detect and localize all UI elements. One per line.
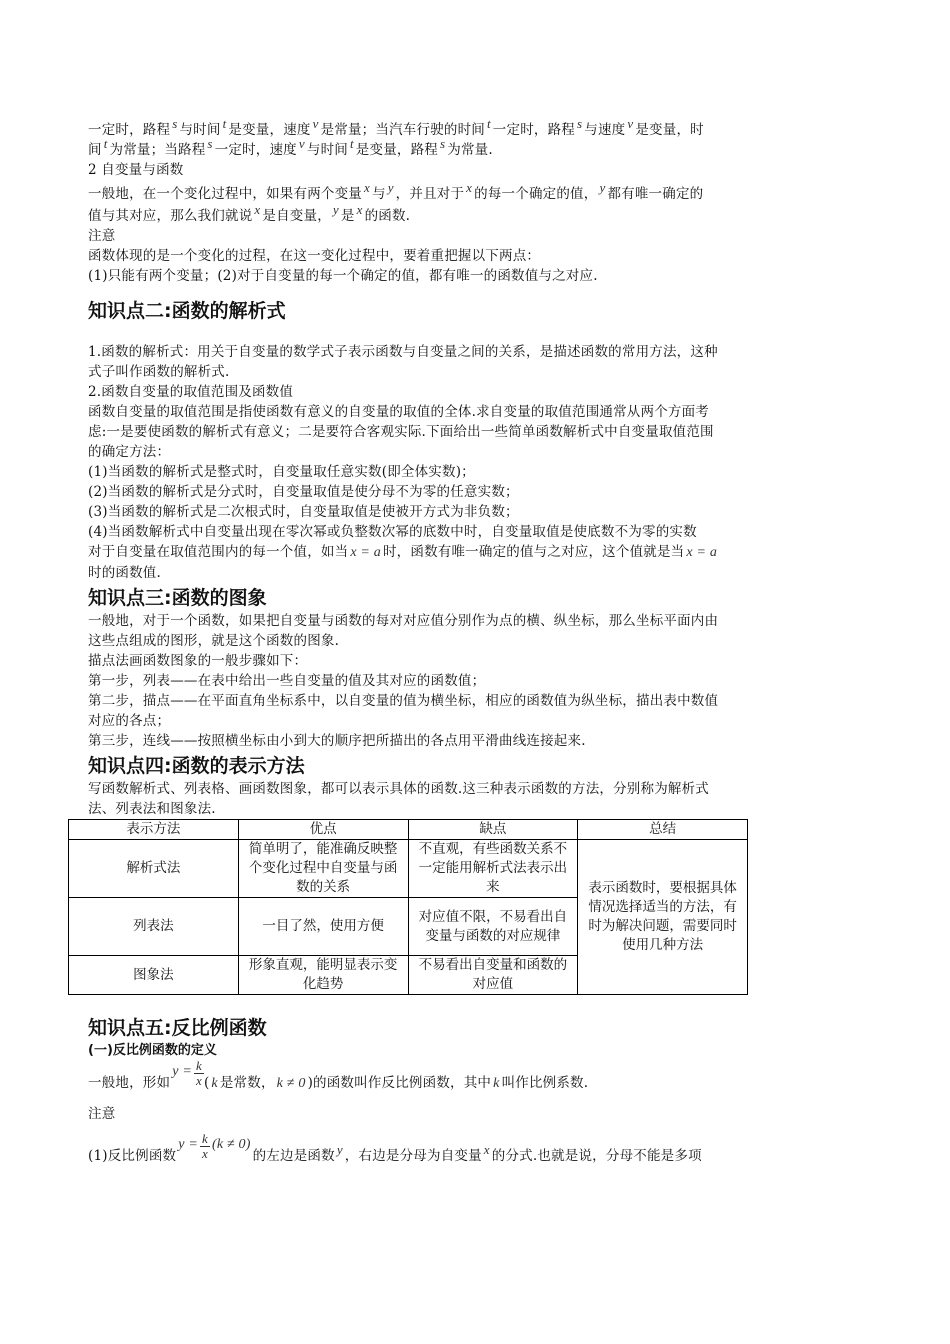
table-header: 缺点 — [408, 820, 578, 840]
text: 的分式.也就是说，分母不能是多项 — [491, 1148, 702, 1164]
table-cell: 形象直观，能明显表示变化趋势 — [238, 956, 408, 995]
paragraph — [88, 136, 864, 160]
text: 一定时，速度 — [214, 142, 297, 158]
text: 一定时，路程 — [492, 122, 575, 138]
var-s: s — [172, 116, 178, 131]
var-k: k — [493, 1076, 500, 1091]
var-x: x — [254, 202, 261, 217]
var-x: x — [356, 202, 363, 217]
equation-x-eq-a: x = a — [686, 545, 718, 560]
fraction-k-over-x — [200, 1132, 210, 1161]
table-cell: 解析式法 — [69, 840, 239, 898]
paragraph: 描点法画函数图象的一般步骤如下： — [88, 653, 308, 669]
text: 是常量；当汽车行驶的时间 — [320, 122, 485, 138]
var-k: k — [211, 1076, 218, 1091]
fraction-k-over-x — [194, 1059, 204, 1088]
paragraph: 1.函数的解析式：用关于自变量的数学式子表示函数与自变量之间的关系，是描述函数的常用方法，这种 — [88, 344, 718, 360]
paragraph: 式子叫作函数的解析式. — [88, 364, 230, 380]
var-v: v — [312, 116, 319, 131]
denominator: x — [195, 1073, 202, 1088]
table-cell: 不直观，有些函数关系不一定能用解析式法表示出来 — [408, 840, 578, 898]
var-s: s — [577, 116, 583, 131]
representation-methods-table — [68, 819, 748, 995]
paragraph — [88, 180, 864, 204]
paragraph: 函数自变量的取值范围是指使函数有意义的自变量的取值的全体.求自变量的取值范围通常从两个方面考 — [88, 404, 709, 420]
var-x: x — [483, 1142, 490, 1157]
section-title: 知识点五:反比例函数 — [88, 1017, 267, 1039]
text: 一般地，形如 — [88, 1075, 171, 1091]
var-y: y — [332, 202, 339, 217]
text: 是变量，路程 — [355, 142, 438, 158]
paragraph: 2.函数自变量的取值范围及函数值 — [88, 384, 294, 400]
text: 与时间 — [306, 142, 348, 158]
text: ( — [203, 1075, 210, 1091]
text: (1)反比例函数 — [88, 1148, 177, 1164]
section-title: 知识点三:函数的图象 — [88, 587, 267, 609]
numerator: k — [202, 1131, 208, 1146]
text: 与时间 — [179, 122, 221, 138]
paragraph: 第三步，连线——按照横坐标由小到大的顺序把所描出的各点用平滑曲线连接起来. — [88, 733, 586, 749]
numerator: k — [195, 1058, 202, 1073]
var-y: y — [336, 1142, 343, 1157]
var-v: v — [627, 116, 634, 131]
equation-y-eq: y = — [178, 1137, 198, 1152]
var-x: x — [466, 180, 473, 195]
text: 间 — [88, 142, 102, 158]
paragraph: 第一步，列表——在表中给出一些自变量的值及其对应的函数值； — [88, 673, 486, 689]
list-item: (4)当函数解析式中自变量出现在零次幂或负整数次幂的底数中时，自变量取值是使底数不为零的实数 — [88, 524, 697, 540]
table-cell: 图象法 — [69, 956, 239, 995]
paragraph: 一般地，对于一个函数，如果把自变量与函数的每对对应值分别作为点的横、纵坐标，那么坐标平面内由 — [88, 613, 719, 629]
text: 是变量，速度 — [228, 122, 311, 138]
text: 为常量. — [447, 142, 493, 158]
paragraph — [88, 1058, 864, 1104]
paragraph: 函数体现的是一个变化的过程，在这一变化过程中，要着重把握以下两点： — [88, 248, 541, 264]
text: 值与其对应，那么我们就说 — [88, 208, 253, 224]
text: 是常数， — [219, 1075, 275, 1091]
table-header-row — [69, 820, 748, 840]
text: 的每一个确定的值， — [474, 186, 598, 202]
table-cell: 对应值不限，不易看出自变量与函数的对应规律 — [408, 898, 578, 956]
paragraph: 的确定方法： — [88, 444, 171, 460]
text: 是自变量， — [262, 208, 331, 224]
var-t: t — [486, 116, 491, 131]
text: 时，函数有唯一确定的值与之对应，这个值就是当 — [382, 544, 685, 560]
paragraph: 第二步，描点——在平面直角坐标系中，以自变量的值为横坐标，相应的函数值为纵坐标，描出表中数值 — [88, 693, 719, 709]
subheading: 2 自变量与函数 — [88, 162, 184, 178]
paragraph: 对应的各点； — [88, 713, 171, 729]
text: ，并且对于 — [395, 186, 465, 202]
paragraph: 法、列表法和图象法. — [88, 801, 216, 817]
paragraph — [88, 202, 864, 226]
var-x: x — [364, 180, 370, 195]
equation-x-eq-a: x = a — [350, 545, 381, 560]
equation-y-eq: y = — [172, 1064, 192, 1079]
table-header: 优点 — [238, 820, 408, 840]
table-summary-cell: 表示函数时，要根据具体情况选择适当的方法，有时为解决问题，需要同时使用几种方法 — [578, 840, 748, 995]
paragraph — [88, 542, 864, 563]
text: 一般地，在一个变化过程中，如果有两个变量 — [88, 186, 362, 202]
denominator: x — [202, 1146, 208, 1161]
paragraph — [88, 1131, 864, 1179]
text: 与速度 — [584, 122, 626, 138]
document-page — [88, 116, 864, 1179]
var-y: y — [387, 180, 394, 195]
text: 的函数. — [364, 208, 411, 224]
var-v: v — [298, 136, 305, 151]
var-t: t — [222, 116, 227, 131]
text: )的函数叫作反比例函数，其中 — [307, 1075, 492, 1091]
table-cell: 列表法 — [69, 898, 239, 956]
paragraph: (1)只能有两个变量；(2)对于自变量的每一个确定的值，都有唯一的函数值与之对应. — [88, 268, 598, 284]
text: 一定时，路程 — [88, 122, 171, 138]
var-y: y — [599, 180, 606, 195]
table-row — [69, 840, 748, 898]
table-cell: 不易看出自变量和函数的对应值 — [408, 956, 578, 995]
text: 叫作比例系数. — [501, 1075, 589, 1091]
paragraph: 时的函数值. — [88, 565, 161, 581]
text: 对于自变量在取值范围内的每一个值，如当 — [88, 544, 349, 560]
var-t: t — [349, 136, 354, 151]
table-cell: 一目了然，使用方便 — [238, 898, 408, 956]
text: ，右边是分母为自变量 — [344, 1148, 482, 1164]
paragraph: 这些点组成的图形，就是这个函数的图象. — [88, 633, 340, 649]
note-label: 注意 — [88, 1106, 116, 1122]
text: 为常量；当路程 — [109, 142, 206, 158]
table-header: 总结 — [578, 820, 748, 840]
var-s: s — [207, 136, 213, 151]
text: 是变量，时 — [635, 122, 704, 138]
equation-k-ne-0: k ≠ 0 — [276, 1076, 306, 1091]
var-s: s — [440, 136, 446, 151]
paragraph: 虑:一是要使函数的解析式有意义；二是要符合客观实际.下面给出一些简单函数解析式中自变量取值范围 — [88, 424, 714, 440]
note-label: 注意 — [88, 228, 116, 244]
paragraph — [88, 116, 864, 140]
section-title: 知识点四:函数的表示方法 — [88, 755, 305, 777]
equation-k-ne-0: (k ≠ 0) — [211, 1137, 251, 1152]
subsection-title: (一)反比例函数的定义 — [88, 1043, 217, 1058]
list-item: (2)当函数的解析式是分式时，自变量取值是使分母不为零的任意实数； — [88, 484, 519, 500]
paragraph: 写函数解析式、列表格、画函数图象，都可以表示具体的函数.这三种表示函数的方法，分别称为解析式 — [88, 781, 709, 797]
text: 是 — [340, 208, 355, 224]
section-title: 知识点二:函数的解析式 — [88, 300, 286, 322]
list-item: (3)当函数的解析式是二次根式时，自变量取值是使被开方式为非负数； — [88, 504, 519, 520]
text: 的左边是函数 — [252, 1148, 335, 1164]
list-item: (1)当函数的解析式是整式时，自变量取任意实数(即全体实数)； — [88, 464, 475, 480]
var-t: t — [103, 136, 108, 151]
text: 与 — [371, 186, 386, 202]
table-cell: 简单明了，能准确反映整个变化过程中自变量与函数的关系 — [238, 840, 408, 898]
table-header: 表示方法 — [69, 820, 239, 840]
text: 都有唯一确定的 — [607, 186, 704, 202]
